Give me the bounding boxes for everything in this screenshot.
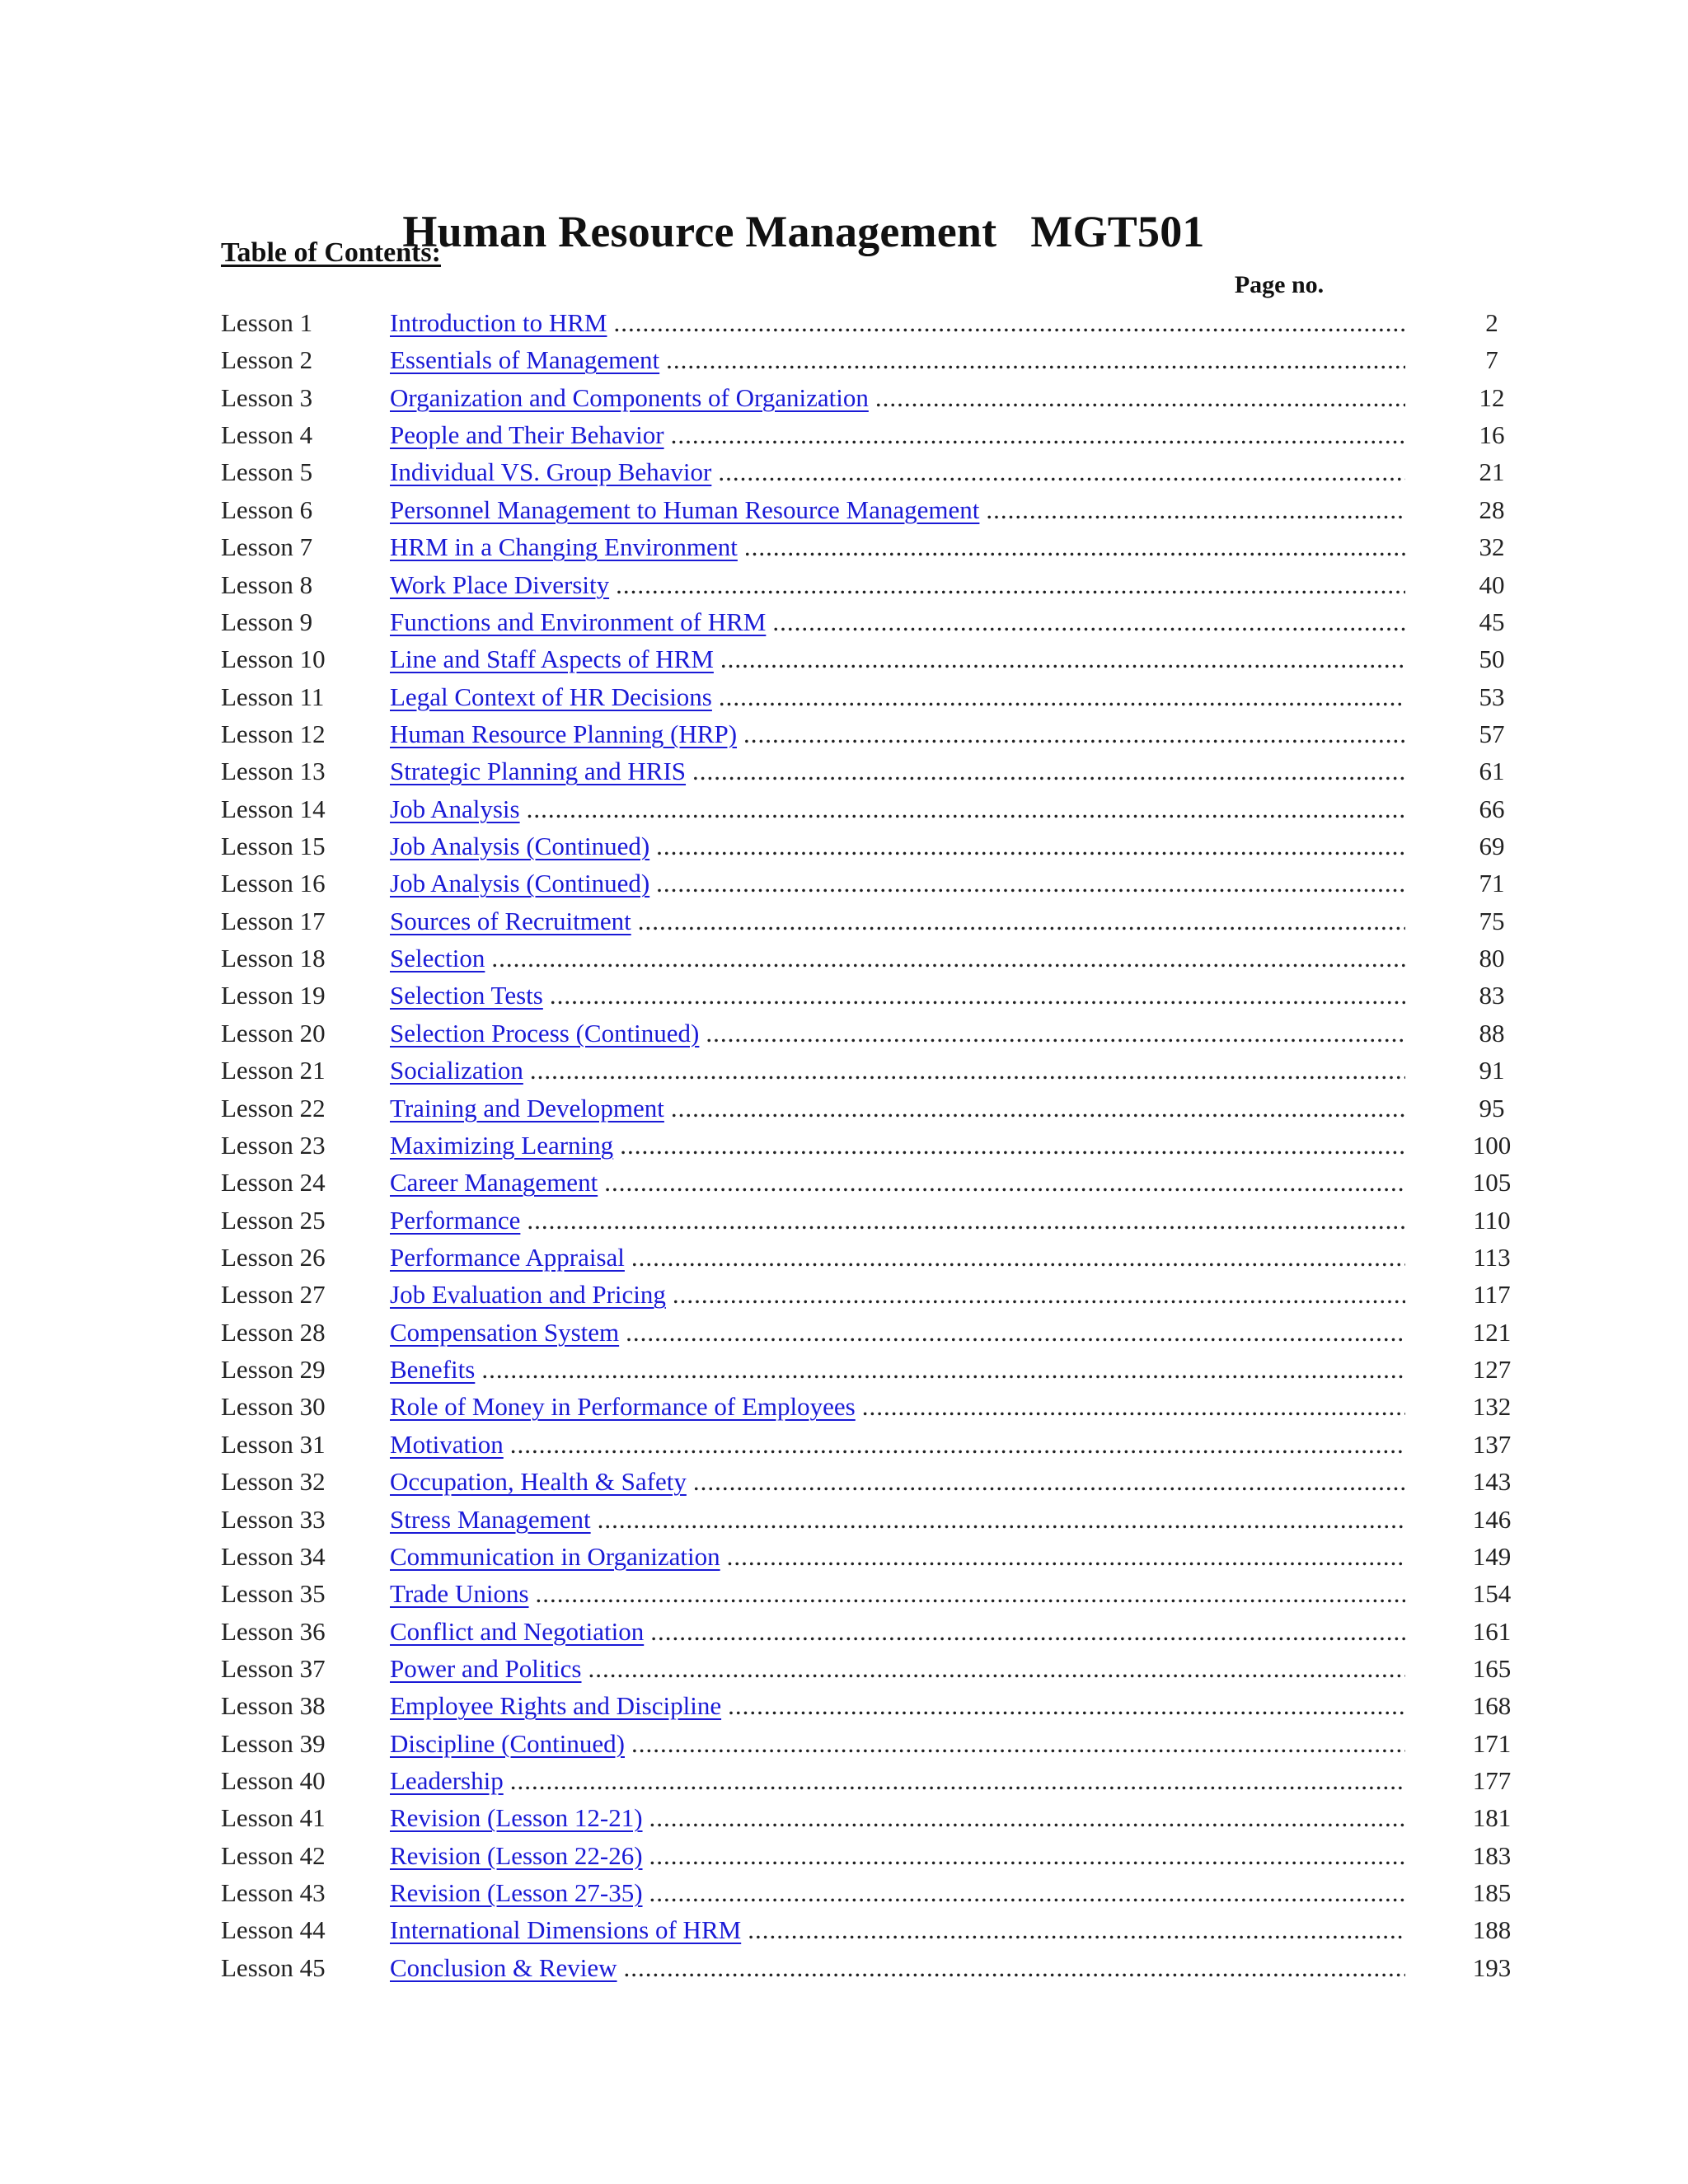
page-number: 83 [1479,981,1505,1010]
lesson-number: Lesson 16 [221,869,326,898]
lesson-number: Lesson 23 [221,1130,326,1160]
toc-entry [390,1463,1405,1500]
lesson-number: Lesson 30 [221,1392,326,1422]
page-number: 7 [1485,345,1498,375]
toc-row [221,416,1505,453]
lesson-title-link[interactable]: Career Management [390,1168,598,1197]
lesson-title-link[interactable]: Legal Context of HR Decisions [390,682,712,711]
lesson-number: Lesson 41 [221,1803,326,1833]
lesson-number: Lesson 6 [221,494,313,524]
dot-leader [714,640,1405,677]
toc-entry [390,1276,1405,1313]
page-number: 40 [1479,569,1505,599]
dot-leader [711,453,1405,490]
page-number: 66 [1479,794,1505,823]
page-number: 28 [1479,494,1505,524]
toc-row [221,1874,1512,1911]
toc-entry [390,603,1405,640]
toc-entry [390,1762,1405,1799]
page-number-column-header: Page no. [1234,271,1325,298]
page-number: 113 [1473,1242,1511,1272]
page-number: 105 [1472,1168,1512,1197]
toc-entry [390,1239,1405,1276]
toc-row [221,1127,1512,1164]
dot-leader [619,1314,1405,1351]
toc-entry [390,1911,1405,1948]
lesson-title-link[interactable]: Individual VS. Group Behavior [390,457,712,487]
page-number: 171 [1472,1728,1512,1758]
lesson-title-link[interactable]: Conclusion & Review [390,1952,617,1982]
toc-entry [390,1799,1405,1836]
lesson-title-link[interactable]: HRM in a Changing Environment [390,532,738,562]
lesson-title-link[interactable]: Maximizing Learning [390,1130,614,1160]
dot-leader [738,528,1405,565]
lesson-number: Lesson 28 [221,1317,326,1347]
lesson-number: Lesson 38 [221,1691,326,1721]
dot-leader [644,1613,1405,1650]
lesson-number: Lesson 7 [221,532,313,562]
toc-row [221,491,1505,528]
dot-leader [625,1239,1405,1276]
toc-entry [390,341,1405,378]
toc-row [221,603,1505,640]
lesson-number: Lesson 36 [221,1616,326,1646]
page-number: 110 [1473,1205,1511,1235]
dot-leader [643,1874,1405,1911]
toc-row [221,1501,1512,1538]
page-number: 61 [1479,757,1505,786]
lesson-number: Lesson 44 [221,1915,326,1945]
page-number: 149 [1472,1541,1512,1571]
toc-row [221,1949,1512,1986]
lesson-number: Lesson 17 [221,906,326,935]
toc-row [221,1575,1512,1612]
lesson-number: Lesson 3 [221,382,313,412]
toc-row [221,865,1505,902]
dot-leader [720,1538,1405,1575]
lesson-title-link[interactable]: Leadership [390,1766,504,1796]
toc-row [221,1762,1512,1799]
toc-row [221,379,1505,416]
lesson-title-link[interactable]: Trade Unions [390,1579,529,1609]
dot-leader [485,940,1405,977]
toc-entry [390,1575,1405,1612]
lesson-title-link[interactable]: Introduction to HRM [390,308,607,337]
dot-leader [712,678,1405,715]
toc-row [221,453,1505,490]
dot-leader [598,1164,1405,1201]
toc-entry [390,902,1405,940]
lesson-title-link[interactable]: Compensation System [390,1317,620,1347]
toc-row [221,1276,1511,1313]
lesson-title-link[interactable]: Communication in Organization [390,1541,720,1571]
table-of-contents [221,304,1512,1986]
page-number: 91 [1479,1056,1505,1085]
dot-leader [649,865,1405,902]
toc-row [221,1799,1512,1836]
toc-entry [390,1949,1405,1986]
lesson-title-link[interactable]: Conflict and Negotiation [390,1616,645,1646]
page-number: 50 [1479,644,1505,674]
lesson-title-link[interactable]: Job Evaluation and Pricing [390,1280,666,1310]
dot-leader [687,1463,1405,1500]
lesson-title-link[interactable]: Socialization [390,1056,523,1085]
toc-row [221,1911,1512,1948]
toc-entry [390,528,1405,565]
dot-leader [737,715,1405,752]
toc-entry [390,491,1405,528]
lesson-title-link[interactable]: Selection Process (Continued) [390,1018,700,1047]
toc-entry [390,678,1405,715]
lesson-number: Lesson 27 [221,1280,326,1310]
toc-entry [390,1837,1405,1874]
lesson-number: Lesson 40 [221,1766,326,1796]
page-number: 57 [1479,719,1505,748]
dot-leader [617,1949,1405,1986]
lesson-number: Lesson 13 [221,757,326,786]
toc-row [221,1613,1512,1650]
lesson-title-link[interactable]: Job Analysis (Continued) [390,832,650,861]
toc-entry [390,1090,1405,1127]
dot-leader [504,1762,1405,1799]
lesson-title-link[interactable]: Human Resource Planning (HRP) [390,719,738,748]
lesson-number: Lesson 8 [221,569,313,599]
page-number: 143 [1472,1467,1512,1497]
dot-leader [609,566,1405,603]
lesson-title-link[interactable]: Power and Politics [390,1653,582,1683]
lesson-number: Lesson 18 [221,944,326,973]
lesson-number: Lesson 45 [221,1952,326,1982]
toc-entry [390,940,1405,977]
toc-entry [390,416,1405,453]
lesson-number: Lesson 26 [221,1242,326,1272]
toc-entry [390,1725,1405,1762]
dot-leader [664,416,1405,453]
page-number: 127 [1472,1355,1512,1385]
lesson-title-link[interactable]: Organization and Components of Organization [390,382,869,412]
lesson-number: Lesson 5 [221,457,313,487]
toc-entry [390,827,1405,865]
page-number: 154 [1472,1579,1512,1609]
lesson-title-link[interactable]: Job Analysis [390,794,520,823]
lesson-title-link[interactable]: People and Their Behavior [390,420,664,450]
lesson-number: Lesson 10 [221,644,326,674]
toc-entry [390,1501,1405,1538]
toc-entry [390,379,1405,416]
dot-leader [649,827,1405,865]
toc-entry [390,1202,1405,1239]
lesson-number: Lesson 39 [221,1728,326,1758]
page-number: 75 [1479,906,1505,935]
toc-entry [390,1650,1405,1687]
page-number: 132 [1472,1392,1512,1422]
lesson-title-link[interactable]: Stress Management [390,1504,591,1534]
toc-entry [390,453,1405,490]
lesson-number: Lesson 33 [221,1504,326,1534]
toc-row [221,1202,1511,1239]
page-number: 193 [1472,1952,1512,1982]
dot-leader [721,1687,1405,1724]
dot-leader [643,1799,1405,1836]
lesson-title-link[interactable]: Motivation [390,1429,504,1459]
lesson-title-link[interactable]: Sources of Recruitment [390,906,631,935]
dot-leader [643,1837,1405,1874]
toc-row [221,566,1505,603]
lesson-title-link[interactable]: Work Place Diversity [390,569,610,599]
lesson-number: Lesson 4 [221,420,313,450]
toc-row [221,715,1505,752]
page-number: 53 [1479,682,1505,711]
toc-row [221,1837,1512,1874]
dot-leader [613,1127,1405,1164]
page-number: 121 [1472,1317,1512,1347]
dot-leader [607,304,1406,341]
page-number: 146 [1472,1504,1512,1534]
lesson-title-link[interactable]: Functions and Environment of HRM [390,607,767,636]
dot-leader [856,1388,1405,1425]
toc-row [221,1463,1512,1500]
dot-leader [523,1052,1405,1089]
toc-entry [390,752,1405,790]
lesson-number: Lesson 35 [221,1579,326,1609]
toc-row [221,1015,1505,1052]
toc-entry [390,1388,1405,1425]
toc-entry [390,1687,1405,1724]
page-number: 183 [1472,1840,1512,1870]
dot-leader [664,1090,1405,1127]
dot-leader [631,902,1405,940]
lesson-number: Lesson 21 [221,1056,326,1085]
toc-row [221,940,1505,977]
lesson-title-link[interactable]: Revision (Lesson 27-35) [390,1878,643,1908]
page-number: 161 [1472,1616,1512,1646]
toc-row [221,827,1505,865]
dot-leader [475,1351,1405,1388]
lesson-number: Lesson 42 [221,1840,326,1870]
toc-entry [390,566,1405,603]
lesson-title-link[interactable]: Benefits [390,1355,476,1385]
lesson-number: Lesson 29 [221,1355,326,1385]
toc-row [221,1351,1512,1388]
dot-leader [869,379,1405,416]
lesson-title-link[interactable]: Discipline (Continued) [390,1728,625,1758]
lesson-title-link[interactable]: International Dimensions of HRM [390,1915,742,1945]
toc-row [221,977,1505,1014]
lesson-number: Lesson 37 [221,1653,326,1683]
lesson-number: Lesson 1 [221,308,313,337]
toc-row [221,304,1498,341]
lesson-number: Lesson 43 [221,1878,326,1908]
dot-leader [543,977,1405,1014]
lesson-number: Lesson 31 [221,1429,326,1459]
dot-leader [686,752,1405,790]
toc-entry [390,1314,1405,1351]
toc-row [221,341,1498,378]
toc-row [221,1538,1512,1575]
lesson-title-link[interactable]: Strategic Planning and HRIS [390,757,687,786]
toc-row [221,640,1505,677]
toc-row [221,1052,1505,1089]
lesson-title-link[interactable]: Essentials of Management [390,345,660,375]
toc-entry [390,1015,1405,1052]
toc-row [221,752,1505,790]
dot-leader [520,790,1405,827]
toc-heading: Table of Contents: [221,237,441,268]
dot-leader [582,1650,1406,1687]
lesson-title-link[interactable]: Job Analysis (Continued) [390,869,650,898]
toc-row [221,1090,1505,1127]
lesson-number: Lesson 9 [221,607,313,636]
page-number: 88 [1479,1018,1505,1047]
toc-row [221,1388,1512,1425]
lesson-title-link[interactable]: Training and Development [390,1093,664,1122]
lesson-title-link[interactable]: Revision (Lesson 22-26) [390,1840,643,1870]
lesson-number: Lesson 2 [221,345,313,375]
lesson-number: Lesson 34 [221,1541,326,1571]
toc-row [221,1725,1512,1762]
document-title: Human Resource Management MGT501 [402,207,1205,257]
toc-entry [390,790,1405,827]
lesson-number: Lesson 24 [221,1168,326,1197]
lesson-number: Lesson 20 [221,1018,326,1047]
toc-row [221,678,1505,715]
toc-entry [390,1127,1405,1164]
lesson-number: Lesson 19 [221,981,326,1010]
lesson-title-link[interactable]: Line and Staff Aspects of HRM [390,644,714,674]
dot-leader [520,1202,1405,1239]
lesson-title-link[interactable]: Employee Rights and Discipline [390,1691,722,1721]
page-number: 165 [1472,1653,1512,1683]
toc-row [221,1164,1512,1201]
page-number: 21 [1479,457,1505,487]
toc-entry [390,640,1405,677]
page-number: 69 [1479,832,1505,861]
lesson-number: Lesson 12 [221,719,326,748]
page-number: 12 [1479,382,1505,412]
toc-entry [390,715,1405,752]
lesson-number: Lesson 14 [221,794,326,823]
toc-entry [390,1874,1405,1911]
page-number: 71 [1479,869,1505,898]
dot-leader [529,1575,1405,1612]
lesson-title-link[interactable]: Personnel Management to Human Resource Management [390,494,980,524]
lesson-title-link[interactable]: Selection [390,944,485,973]
toc-entry [390,1351,1405,1388]
dot-leader [504,1426,1405,1463]
lesson-title-link[interactable]: Selection Tests [390,981,543,1010]
lesson-number: Lesson 22 [221,1093,326,1122]
toc-row [221,1426,1512,1463]
lesson-number: Lesson 32 [221,1467,326,1497]
page-number: 45 [1479,607,1505,636]
dot-leader [659,341,1405,378]
toc-row [221,1650,1512,1687]
lesson-title-link[interactable]: Performance [390,1205,521,1235]
page-number: 181 [1472,1803,1512,1833]
toc-entry [390,1164,1405,1201]
page-number: 32 [1479,532,1505,562]
toc-row [221,1687,1512,1724]
toc-entry [390,977,1405,1014]
lesson-number: Lesson 11 [221,682,325,711]
dot-leader [741,1911,1405,1948]
dot-leader [699,1015,1405,1052]
toc-row [221,790,1505,827]
toc-row [221,902,1505,940]
dot-leader [591,1501,1405,1538]
page-number: 100 [1472,1130,1512,1160]
lesson-title-link[interactable]: Performance Appraisal [390,1242,625,1272]
page-number: 185 [1472,1878,1512,1908]
toc-entry [390,1052,1405,1089]
dot-leader [766,603,1405,640]
dot-leader [979,491,1405,528]
page-number: 137 [1472,1429,1512,1459]
page-number: 117 [1473,1280,1511,1310]
dot-leader [625,1725,1405,1762]
toc-entry [390,1613,1405,1650]
lesson-title-link[interactable]: Role of Money in Performance of Employees [390,1392,856,1422]
page-number: 177 [1472,1766,1512,1796]
dot-leader [666,1276,1405,1313]
page-number: 188 [1472,1915,1512,1945]
page-number: 95 [1479,1093,1505,1122]
lesson-number: Lesson 15 [221,832,326,861]
page-number: 80 [1479,944,1505,973]
toc-row [221,1314,1512,1351]
toc-entry [390,1426,1405,1463]
lesson-number: Lesson 25 [221,1205,326,1235]
toc-row [221,528,1505,565]
toc-row [221,1239,1511,1276]
toc-entry [390,304,1405,341]
page-number: 2 [1485,308,1498,337]
lesson-title-link[interactable]: Revision (Lesson 12-21) [390,1803,643,1833]
toc-entry [390,1538,1405,1575]
toc-entry [390,865,1405,902]
page-number: 16 [1479,420,1505,450]
page-number: 168 [1472,1691,1512,1721]
lesson-title-link[interactable]: Occupation, Health & Safety [390,1467,687,1497]
